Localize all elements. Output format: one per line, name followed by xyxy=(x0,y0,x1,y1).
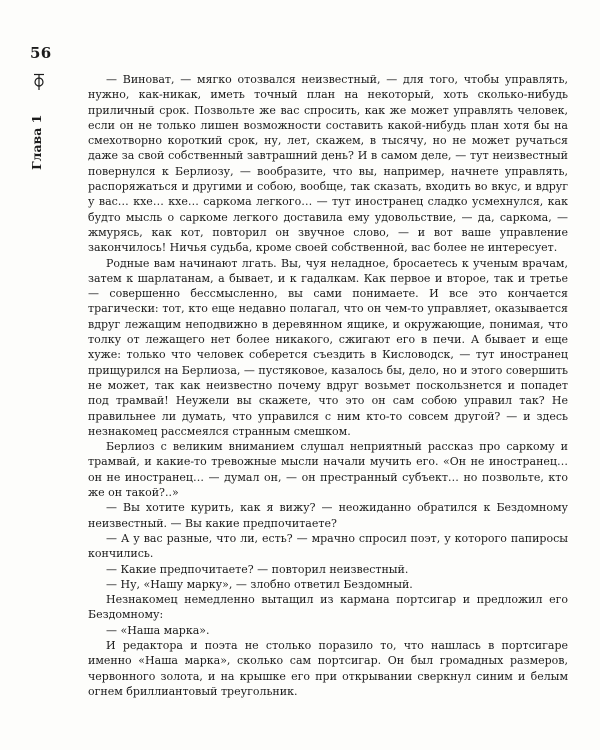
chapter-label: Глава 1 xyxy=(29,114,44,170)
chapter-ornament-icon xyxy=(33,73,45,91)
paragraph: Родные вам начинают лгать. Вы, чуя неладное, бросаетесь к ученым врачам, затем к шарлатанам, а бывает, и к гадалкам. Как первое и второе, так и третье — совершенно бессмысленно, вы сами понимаете. И все это кончается трагически: тот, кто еще недавно полагал, что он чем-то управляет, оказывается вдруг лежащим неподвижно в деревянном ящике, и окружающие, понимая, что толку от лежащего нет более никакого, сжигают его в печи. А бывает и еще хуже: только что человек соберется съездить в Кисловодск, — тут иностранец прищурился на Берлиоза, — пустяковое, казалось бы, дело, но и этого совершить не может, так как неизвестно почему вдруг возьмет поскользнется и попадет под трамвай! Неужели вы скажете, что это он сам собою управил так? Не правильнее ли думать, что управился с ним кто-то совсем другой? — и здесь незнакомец рассмеялся странным смешком. xyxy=(88,256,568,438)
paragraph: — Виноват, — мягко отозвался неизвестный, — для того, чтобы управлять, нужно, как-никак, иметь точный план на некоторый, хоть сколько-нибудь приличный срок. Позвольте же вас спросить, как же может управлять человек, если он не только лишен возможности составить какой-нибудь план хотя бы на смехотворно короткий срок, ну, лет, скажем, в тысячу, но не может ручаться даже за свой собственный завтрашний день? И в самом деле, — тут неизвестный повернулся к Берлиозу, — вообразите, что вы, например, начнете управлять, распоряжаться и другими и собою, вообще, так сказать, входить во вкус, и вдруг у вас… кхе… кхе… саркома легкого… — тут иностранец сладко усмехнулся, как будто мысль о саркоме легкого доставила ему удовольствие, — да, саркома, — жмурясь, как кот, повторил он звучное слово, — и вот ваше управление закончилось! Ничья судьба, кроме своей собственной, вас более не интересует. xyxy=(88,73,568,255)
paragraph: — Вы хотите курить, как я вижу? — неожиданно обратился к Бездомному неизвестный. — Вы какие предпочитаете? xyxy=(88,501,568,530)
body-text xyxy=(88,72,568,699)
paragraph: И редактора и поэта не столько поразило то, что нашлась в портсигаре именно «Наша марка», сколько сам портсигар. Он был громадных размеров, червонного золота, и на крышке его при открывании сверкнул синим и белым огнем бриллиантовый треугольник. xyxy=(88,638,568,698)
paragraph: — Ну, «Нашу марку», — злобно ответил Бездомный. xyxy=(106,577,413,591)
paragraph: — «Наша марка». xyxy=(106,623,210,637)
page-number: 56 xyxy=(30,44,52,62)
paragraph: — А у вас разные, что ли, есть? — мрачно спросил поэт, у которого папиросы кончились. xyxy=(88,531,568,561)
paragraph: Берлиоз с великим вниманием слушал неприятный рассказ про саркому и трамвай, и какие-то тревожные мысли начали мучить его. «Он не иностранец… он не иностранец… — думал он, — он престранный субъект… но позвольте, кто же он такой?..» xyxy=(88,440,568,500)
paragraph: Незнакомец немедленно вытащил из кармана портсигар и предложил его Бездомному: xyxy=(88,593,568,622)
paragraph: — Какие предпочитаете? — повторил неизвестный. xyxy=(106,562,409,576)
